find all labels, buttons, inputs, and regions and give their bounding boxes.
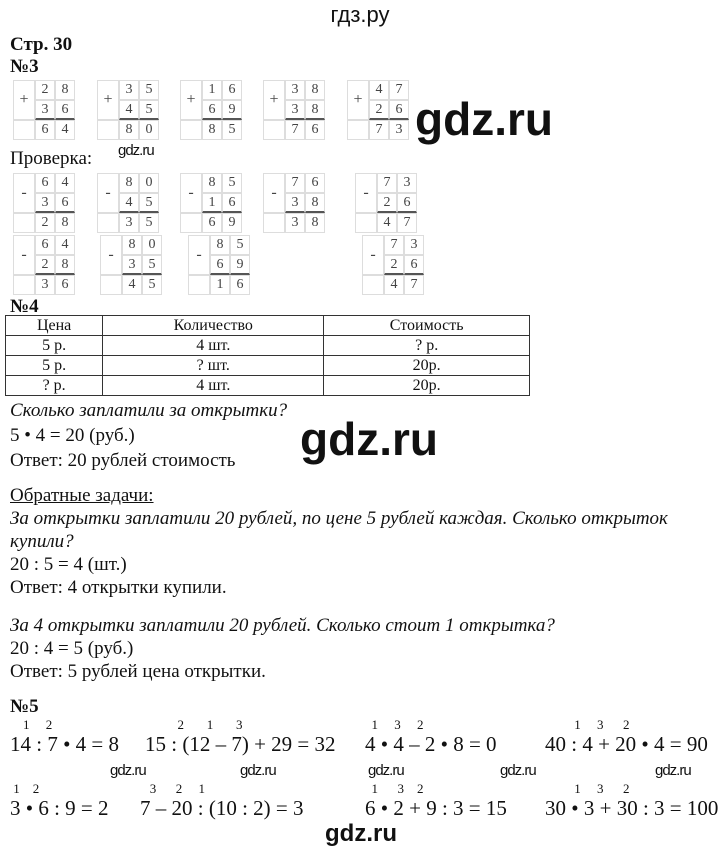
digit-cell: 3 bbox=[285, 213, 305, 233]
inverse2-answer: Ответ: 5 рублей цена открытки. bbox=[10, 661, 266, 682]
operator-sign: - bbox=[188, 235, 210, 275]
digit-cell: 3 bbox=[119, 213, 139, 233]
operator-sign: - bbox=[100, 235, 122, 275]
digit-cell: 8 bbox=[210, 235, 230, 255]
digit-cell: 4 bbox=[122, 275, 142, 295]
digit-cell: 6 bbox=[35, 120, 55, 140]
watermark-small: gdz.ru bbox=[368, 762, 404, 779]
cell: 20р. bbox=[324, 356, 530, 376]
operator-sign: - bbox=[13, 173, 35, 213]
digit-cell: 3 bbox=[285, 193, 305, 213]
digit-cell: 8 bbox=[119, 173, 139, 193]
cell: 4 шт. bbox=[103, 336, 324, 356]
digit-cell: 5 bbox=[222, 173, 242, 193]
inverse2-question: За 4 открытки заплатили 20 рублей. Сколько стоит 1 открытка? bbox=[10, 615, 555, 636]
empty-cell bbox=[347, 120, 369, 140]
question: Сколько заплатили за открытки? bbox=[10, 400, 288, 421]
digit-cell: 5 bbox=[142, 275, 162, 295]
operator-sign: + bbox=[13, 80, 35, 120]
digit-cell: 9 bbox=[230, 255, 250, 275]
cell: 20р. bbox=[324, 376, 530, 396]
expression-text: 40 : 4 + 20 • 4 = 90 bbox=[545, 732, 708, 756]
operation-order: 3 2 1 bbox=[140, 781, 205, 796]
inverse1-solution: 20 : 5 = 4 (шт.) bbox=[10, 554, 127, 575]
operation-order: 1 2 bbox=[10, 781, 40, 796]
digit-cell: 7 bbox=[384, 235, 404, 255]
digit-cell: 3 bbox=[122, 255, 142, 275]
empty-cell bbox=[13, 275, 35, 295]
digit-cell: 6 bbox=[230, 275, 250, 295]
header-quantity: Количество bbox=[103, 316, 324, 336]
digit-cell: 0 bbox=[139, 173, 159, 193]
digit-cell: 4 bbox=[119, 193, 139, 213]
table-row bbox=[6, 356, 530, 376]
digit-cell: 6 bbox=[404, 255, 424, 275]
digit-cell: 7 bbox=[389, 80, 409, 100]
cell: 5 р. bbox=[6, 336, 103, 356]
operator-sign: + bbox=[263, 80, 285, 120]
digit-cell: 8 bbox=[305, 80, 325, 100]
empty-cell bbox=[362, 275, 384, 295]
column-arithmetic bbox=[13, 173, 75, 233]
digit-cell: 3 bbox=[35, 100, 55, 120]
solution: 5 • 4 = 20 (руб.) bbox=[10, 425, 135, 446]
digit-cell: 7 bbox=[404, 275, 424, 295]
answer: Ответ: 20 рублей стоимость bbox=[10, 450, 236, 471]
cell: ? р. bbox=[324, 336, 530, 356]
header-price: Цена bbox=[6, 316, 103, 336]
digit-cell: 2 bbox=[369, 100, 389, 120]
expression-text: 14 : 7 • 4 = 8 bbox=[10, 732, 120, 756]
cell: ? шт. bbox=[103, 356, 324, 376]
watermark: gdz.ru bbox=[415, 93, 553, 145]
digit-cell: 2 bbox=[35, 213, 55, 233]
cell: 5 р. bbox=[6, 356, 103, 376]
digit-cell: 6 bbox=[397, 193, 417, 213]
cell: 4 шт. bbox=[103, 376, 324, 396]
digit-cell: 6 bbox=[55, 100, 75, 120]
watermark-small: gdz.ru bbox=[110, 762, 146, 779]
digit-cell: 2 bbox=[377, 193, 397, 213]
digit-cell: 8 bbox=[55, 80, 75, 100]
column-arithmetic bbox=[263, 173, 325, 233]
column-arithmetic bbox=[188, 235, 250, 295]
digit-cell: 4 bbox=[55, 235, 75, 255]
digit-cell: 9 bbox=[222, 213, 242, 233]
column-arithmetic bbox=[97, 173, 159, 233]
empty-cell bbox=[180, 120, 202, 140]
digit-cell: 3 bbox=[35, 193, 55, 213]
digit-cell: 8 bbox=[305, 213, 325, 233]
empty-cell bbox=[263, 213, 285, 233]
inverse1-question-cont: купили? bbox=[10, 531, 74, 552]
digit-cell: 2 bbox=[384, 255, 404, 275]
operation-order: 2 1 3 bbox=[145, 717, 243, 732]
digit-cell: 6 bbox=[222, 193, 242, 213]
empty-cell bbox=[97, 120, 119, 140]
empty-cell bbox=[263, 120, 285, 140]
digit-cell: 5 bbox=[139, 213, 159, 233]
digit-cell: 6 bbox=[305, 173, 325, 193]
empty-cell bbox=[97, 213, 119, 233]
column-arithmetic bbox=[355, 173, 417, 233]
digit-cell: 3 bbox=[285, 100, 305, 120]
watermark-small: gdz.ru bbox=[118, 142, 154, 159]
column-arithmetic bbox=[263, 80, 325, 140]
table-row bbox=[6, 336, 530, 356]
expression bbox=[545, 718, 708, 756]
digit-cell: 5 bbox=[139, 100, 159, 120]
digit-cell: 5 bbox=[139, 80, 159, 100]
digit-cell: 1 bbox=[202, 193, 222, 213]
digit-cell: 3 bbox=[35, 275, 55, 295]
digit-cell: 1 bbox=[210, 275, 230, 295]
digit-cell: 6 bbox=[305, 120, 325, 140]
check-label: Проверка: bbox=[10, 148, 93, 169]
operator-sign: + bbox=[97, 80, 119, 120]
inverse2-solution: 20 : 4 = 5 (руб.) bbox=[10, 638, 134, 659]
watermark-small: gdz.ru bbox=[500, 762, 536, 779]
column-arithmetic bbox=[180, 80, 242, 140]
operator-sign: - bbox=[362, 235, 384, 275]
operator-sign: - bbox=[263, 173, 285, 213]
empty-cell bbox=[188, 275, 210, 295]
digit-cell: 7 bbox=[285, 173, 305, 193]
digit-cell: 7 bbox=[285, 120, 305, 140]
digit-cell: 4 bbox=[384, 275, 404, 295]
digit-cell: 8 bbox=[55, 255, 75, 275]
digit-cell: 5 bbox=[142, 255, 162, 275]
digit-cell: 3 bbox=[285, 80, 305, 100]
digit-cell: 6 bbox=[35, 235, 55, 255]
expression-text: 4 • 4 – 2 • 8 = 0 bbox=[365, 732, 497, 756]
expression bbox=[365, 782, 507, 820]
digit-cell: 4 bbox=[369, 80, 389, 100]
digit-cell: 8 bbox=[202, 173, 222, 193]
column-arithmetic bbox=[13, 80, 75, 140]
operation-order: 1 3 2 bbox=[545, 781, 630, 796]
expression bbox=[10, 782, 109, 820]
expression bbox=[145, 718, 336, 756]
cell: ? р. bbox=[6, 376, 103, 396]
inverse-title: Обратные задачи: bbox=[10, 485, 154, 506]
digit-cell: 5 bbox=[139, 193, 159, 213]
digit-cell: 1 bbox=[202, 80, 222, 100]
column-arithmetic bbox=[180, 173, 242, 233]
empty-cell bbox=[13, 213, 35, 233]
digit-cell: 6 bbox=[55, 275, 75, 295]
digit-cell: 0 bbox=[142, 235, 162, 255]
digit-cell: 8 bbox=[55, 213, 75, 233]
digit-cell: 7 bbox=[397, 213, 417, 233]
expression-text: 6 • 2 + 9 : 3 = 15 bbox=[365, 796, 507, 820]
digit-cell: 2 bbox=[35, 80, 55, 100]
digit-cell: 9 bbox=[222, 100, 242, 120]
digit-cell: 4 bbox=[55, 120, 75, 140]
table-row bbox=[6, 376, 530, 396]
digit-cell: 6 bbox=[389, 100, 409, 120]
empty-cell bbox=[180, 213, 202, 233]
expression-text: 3 • 6 : 9 = 2 bbox=[10, 796, 109, 820]
price-table bbox=[5, 315, 530, 396]
column-arithmetic bbox=[97, 80, 159, 140]
column-arithmetic bbox=[100, 235, 162, 295]
digit-cell: 2 bbox=[35, 255, 55, 275]
operator-sign: + bbox=[347, 80, 369, 120]
digit-cell: 3 bbox=[389, 120, 409, 140]
digit-cell: 6 bbox=[210, 255, 230, 275]
operator-sign: - bbox=[13, 235, 35, 275]
expression bbox=[365, 718, 497, 756]
digit-cell: 7 bbox=[369, 120, 389, 140]
digit-cell: 8 bbox=[119, 120, 139, 140]
digit-cell: 5 bbox=[222, 120, 242, 140]
watermark: gdz.ru bbox=[300, 413, 438, 465]
operation-order: 1 3 2 bbox=[365, 717, 424, 732]
expression bbox=[545, 782, 718, 820]
inverse1-question: За открытки заплатили 20 рублей, по цене 5 рублей каждая. Сколько открыток bbox=[10, 508, 668, 529]
watermark-small: gdz.ru bbox=[240, 762, 276, 779]
digit-cell: 5 bbox=[230, 235, 250, 255]
empty-cell bbox=[355, 213, 377, 233]
operator-sign: - bbox=[355, 173, 377, 213]
operator-sign: - bbox=[180, 173, 202, 213]
digit-cell: 4 bbox=[55, 173, 75, 193]
operation-order: 1 3 2 bbox=[365, 781, 424, 796]
digit-cell: 6 bbox=[55, 193, 75, 213]
expression bbox=[140, 782, 304, 820]
digit-cell: 8 bbox=[305, 193, 325, 213]
digit-cell: 6 bbox=[202, 213, 222, 233]
expression bbox=[10, 718, 119, 756]
operator-sign: - bbox=[97, 173, 119, 213]
empty-cell bbox=[13, 120, 35, 140]
expression-text: 7 – 20 : (10 : 2) = 3 bbox=[140, 796, 304, 820]
task4-title: №4 bbox=[10, 296, 39, 317]
expression-text: 30 • 3 + 30 : 3 = 100 bbox=[545, 796, 719, 820]
digit-cell: 8 bbox=[122, 235, 142, 255]
digit-cell: 4 bbox=[119, 100, 139, 120]
operation-order: 1 3 2 bbox=[545, 717, 630, 732]
digit-cell: 8 bbox=[305, 100, 325, 120]
column-arithmetic bbox=[13, 235, 75, 295]
digit-cell: 7 bbox=[377, 173, 397, 193]
operator-sign: + bbox=[180, 80, 202, 120]
digit-cell: 4 bbox=[377, 213, 397, 233]
digit-cell: 6 bbox=[202, 100, 222, 120]
watermark-small: gdz.ru bbox=[655, 762, 691, 779]
column-arithmetic bbox=[347, 80, 409, 140]
digit-cell: 3 bbox=[404, 235, 424, 255]
digit-cell: 3 bbox=[119, 80, 139, 100]
digit-cell: 8 bbox=[202, 120, 222, 140]
task3-title: №3 bbox=[10, 56, 39, 77]
watermark-bottom: gdz.ru bbox=[325, 820, 397, 847]
digit-cell: 6 bbox=[35, 173, 55, 193]
operation-order: 1 2 bbox=[10, 717, 53, 732]
header-cost: Стоимость bbox=[324, 316, 530, 336]
expression-text: 15 : (12 – 7) + 29 = 32 bbox=[145, 732, 336, 756]
digit-cell: 3 bbox=[397, 173, 417, 193]
column-arithmetic bbox=[362, 235, 424, 295]
inverse1-answer: Ответ: 4 открытки купили. bbox=[10, 577, 227, 598]
page-number: Стр. 30 bbox=[10, 34, 73, 55]
site-header: гдз.ру bbox=[330, 2, 390, 27]
digit-cell: 6 bbox=[222, 80, 242, 100]
digit-cell: 0 bbox=[139, 120, 159, 140]
empty-cell bbox=[100, 275, 122, 295]
task5-title: №5 bbox=[10, 696, 39, 717]
